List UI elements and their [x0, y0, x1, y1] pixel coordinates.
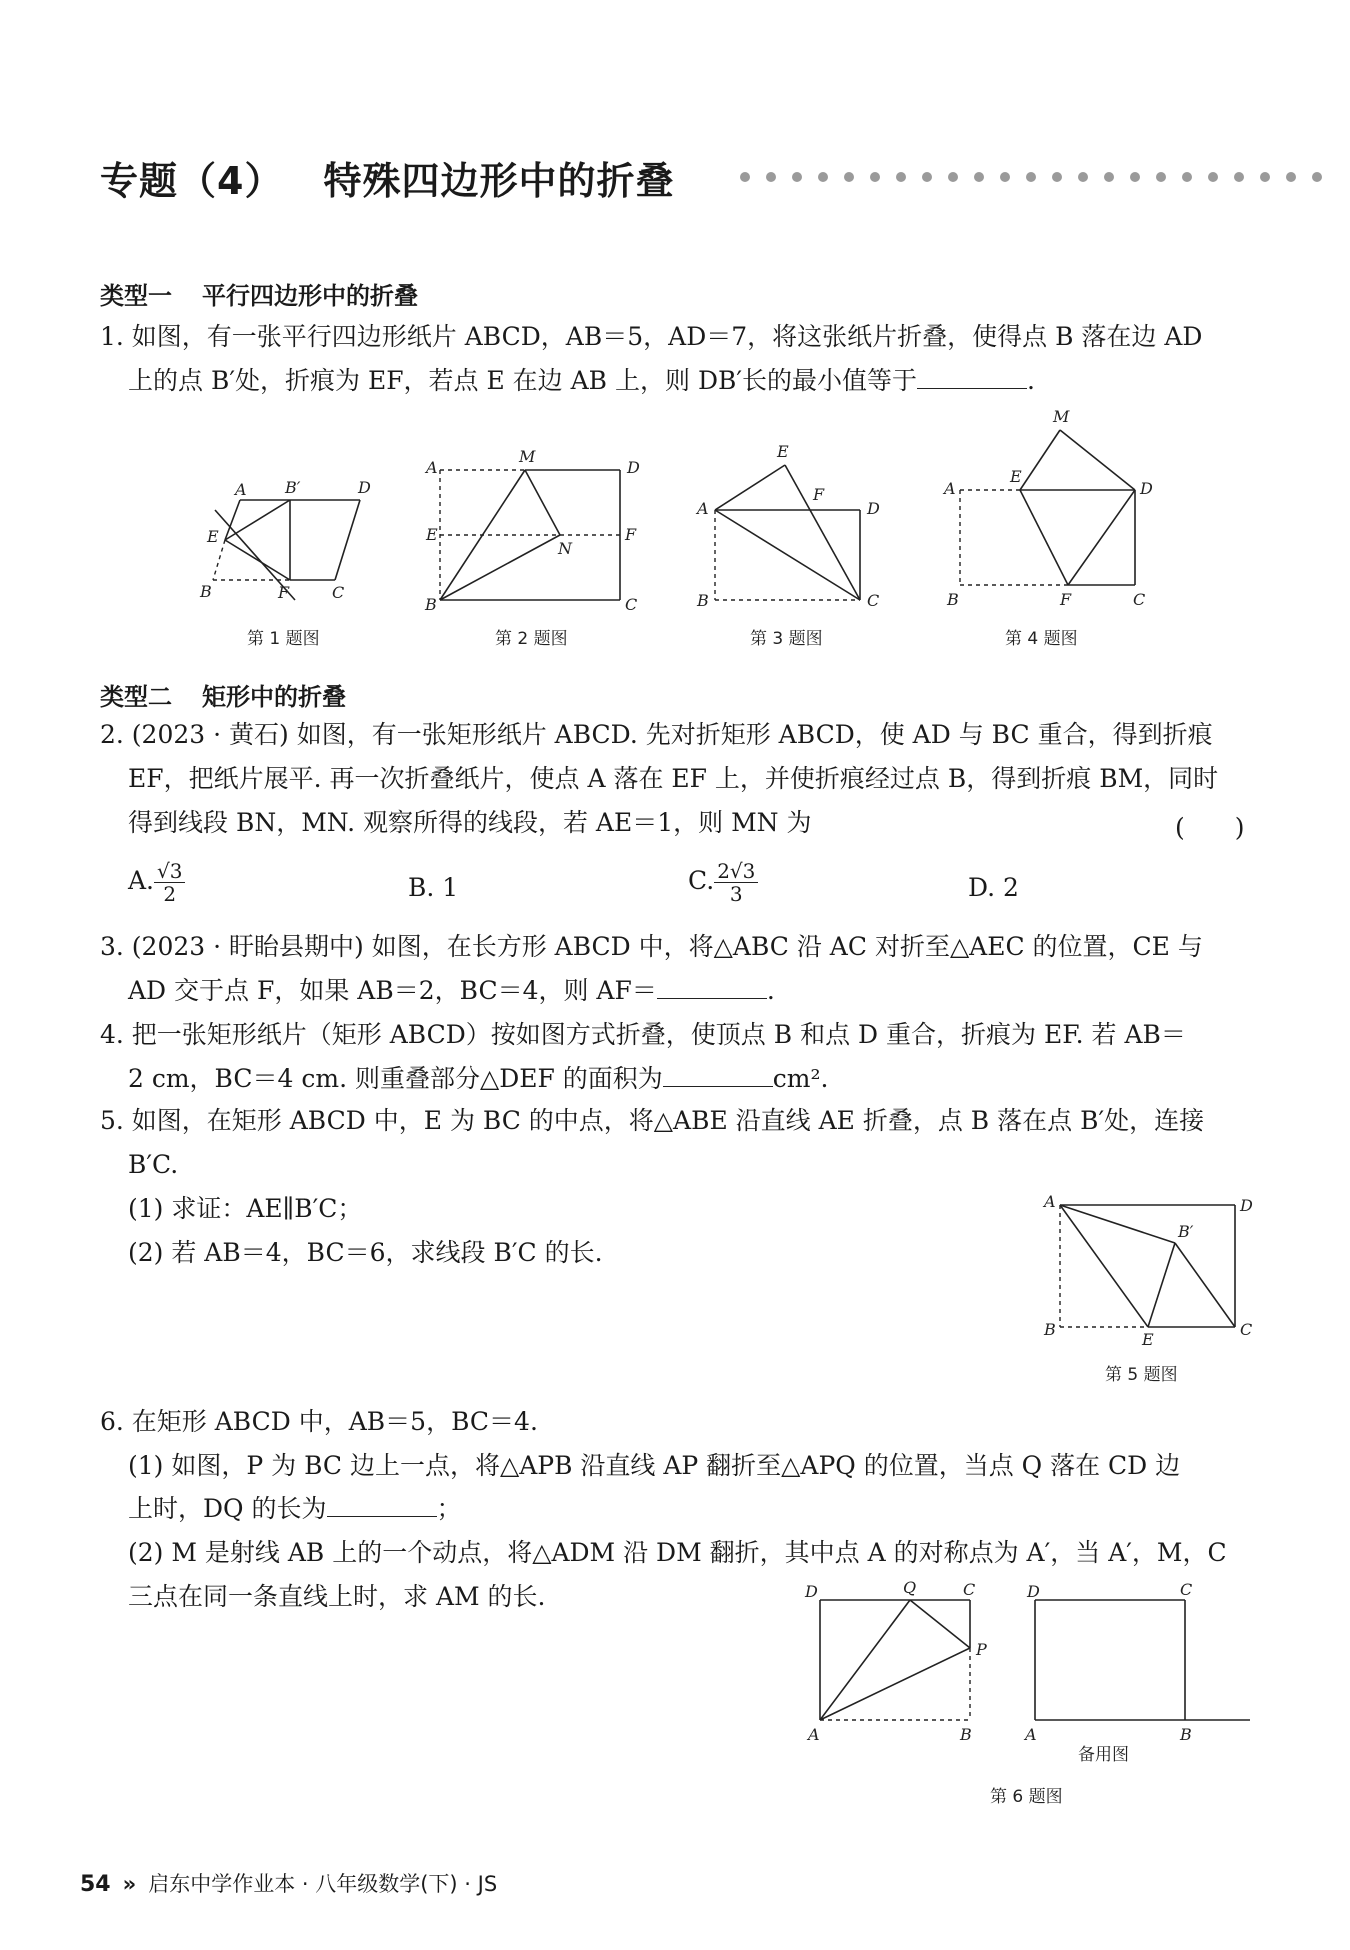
fig5-label-A: A: [1044, 1192, 1056, 1211]
fig2-label-M: M: [519, 447, 536, 466]
q6-line1: 6. 在矩形 ABCD 中，AB＝5，BC＝4.: [100, 1407, 538, 1436]
q6-line3-text: 上时，DQ 的长为: [128, 1494, 327, 1523]
q3-line2-text: AD 交于点 F，如果 AB＝2，BC＝4，则 AF＝: [128, 976, 657, 1005]
fig2-label-N: N: [558, 539, 572, 558]
title-topic: 特殊四边形中的折叠: [323, 159, 675, 203]
page-number: 54: [80, 1872, 111, 1897]
fig6-label-B: B: [960, 1725, 972, 1744]
page-footer: [80, 1868, 497, 1898]
fig1-label-F: F: [278, 583, 290, 602]
fig5-caption: 第 5 题图: [1105, 1365, 1178, 1385]
fig4-label-B: B: [947, 590, 959, 609]
figure-q1: [195, 415, 395, 655]
q2-option-a[interactable]: [128, 860, 185, 905]
fig6-label-Q: Q: [903, 1578, 917, 1597]
q2-option-d[interactable]: D. 2: [968, 873, 1019, 902]
q1-line2: [128, 366, 1035, 396]
fig6-label-P: P: [976, 1640, 987, 1659]
answer-blank[interactable]: [327, 1494, 437, 1517]
fig2-label-A: A: [426, 458, 438, 477]
q6-line2: (1) 如图，P 为 BC 边上一点，将△APB 沿直线 AP 翻折至△APQ 的位置，当点 Q 落在 CD 边: [128, 1451, 1181, 1480]
fig3-label-F: F: [813, 485, 825, 504]
fig4-label-M: M: [1053, 407, 1070, 426]
fig1-label-Bprime: B′: [285, 478, 301, 497]
answer-blank[interactable]: [663, 1064, 773, 1087]
chevron-right-icon: »: [122, 1872, 137, 1896]
q1-line1: 1. 如图，有一张平行四边形纸片 ABCD，AB＝5，AD＝7，将这张纸片折叠，使得点 B 落在边 AD: [100, 322, 1203, 351]
fig4-label-C: C: [1133, 590, 1146, 609]
book-title: 启东中学作业本 · 八年级数学(下) · JS: [148, 1872, 498, 1896]
figure-q2: [420, 440, 650, 655]
fig6b-label-B: B: [1180, 1725, 1192, 1744]
fraction-denominator: 3: [729, 882, 743, 906]
q5-part1: (1) 求证：AE∥B′C；: [128, 1194, 363, 1223]
fig6b-label-C: C: [1180, 1580, 1193, 1599]
section-label: 类型一: [100, 282, 172, 310]
q4-line2: [128, 1064, 828, 1094]
fig5-label-Bprime: B′: [1178, 1222, 1194, 1241]
fig6b-label-D: D: [1027, 1582, 1040, 1601]
fig3-label-E: E: [777, 442, 789, 461]
q2-line1: 2. (2023 · 黄石) 如图，有一张矩形纸片 ABCD. 先对折矩形 ABCD，使 AD 与 BC 重合，得到折痕: [100, 720, 1213, 749]
q5-line2: B′C.: [128, 1150, 179, 1179]
fig4-label-F: F: [1060, 590, 1072, 609]
q2-line2: EF，把纸片展平. 再一次折叠纸片，使点 A 落在 EF 上，并使折痕经过点 B，得到折痕 BM，同时: [128, 764, 1219, 793]
fig6b-label-A: A: [1025, 1725, 1037, 1744]
fig5-label-E: E: [1142, 1330, 1154, 1349]
figure-q6: [795, 1575, 1255, 1815]
answer-blank[interactable]: [657, 976, 767, 999]
q4-line1: 4. 把一张矩形纸片（矩形 ABCD）按如图方式折叠，使顶点 B 和点 D 重合，折痕为 EF. 若 AB＝: [100, 1020, 1186, 1049]
figure-q4: [940, 405, 1170, 655]
q5-line1: 5. 如图，在矩形 ABCD 中，E 为 BC 的中点，将△ABE 沿直线 AE 折叠，点 B 落在点 B′处，连接: [100, 1106, 1205, 1135]
fig2-label-D: D: [627, 458, 640, 477]
section-heading-type1: [100, 276, 418, 311]
fig2-label-E: E: [426, 525, 438, 544]
fraction-denominator: 2: [163, 882, 177, 906]
fraction: [154, 860, 185, 905]
section-title: 矩形中的折叠: [202, 683, 346, 711]
q6-line3-end: ；: [436, 1494, 462, 1523]
fig2-label-C: C: [625, 595, 638, 614]
title-main: 专题（4）: [100, 159, 284, 203]
q2-option-c[interactable]: [688, 860, 758, 905]
q2-answer-paren[interactable]: ( ): [1175, 813, 1245, 842]
fig6-label-A: A: [808, 1725, 820, 1744]
option-label: C.: [688, 866, 715, 895]
q3-line1: 3. (2023 · 盱眙县期中) 如图，在长方形 ABCD 中，将△ABC 沿 AC 对折至△AEC 的位置，CE 与: [100, 932, 1203, 961]
figure-q5: [1030, 1185, 1260, 1395]
q1-line2-text: 上的点 B′处，折痕为 EF，若点 E 在边 AB 上，则 DB′长的最小值等于: [128, 366, 918, 395]
title-dots-decoration: [738, 170, 1338, 184]
option-label: A.: [128, 866, 155, 895]
page-title: [100, 150, 674, 205]
fraction-numerator: 2√3: [714, 860, 758, 883]
fig6-caption: 第 6 题图: [990, 1787, 1063, 1807]
q6-line5: 三点在同一条直线上时，求 AM 的长.: [128, 1582, 546, 1611]
fraction-numerator: √3: [154, 860, 185, 883]
q4-end: cm².: [772, 1064, 829, 1093]
q6-line3: [128, 1494, 462, 1524]
fig2-label-F: F: [625, 525, 637, 544]
fig6-label-C: C: [963, 1580, 976, 1599]
q3-end: .: [766, 976, 775, 1005]
fig5-label-B: B: [1044, 1320, 1056, 1339]
q2-line3: 得到线段 BN，MN. 观察所得的线段，若 AE＝1，则 MN 为: [128, 808, 812, 837]
q6-line4: (2) M 是射线 AB 上的一个动点，将△ADM 沿 DM 翻折，其中点 A 的对称点为 A′，当 A′，M，C: [128, 1538, 1227, 1567]
fig1-label-E: E: [207, 527, 219, 546]
fig6-label-D: D: [805, 1582, 818, 1601]
fig3-label-B: B: [697, 591, 709, 610]
fig1-label-B: B: [200, 582, 212, 601]
fig1-caption: 第 1 题图: [247, 629, 320, 649]
section-label: 类型二: [100, 683, 172, 711]
fig4-caption: 第 4 题图: [1005, 629, 1078, 649]
fig3-caption: 第 3 题图: [750, 629, 823, 649]
fig2-label-B: B: [425, 595, 437, 614]
figure-q3: [685, 440, 915, 655]
fig5-label-C: C: [1240, 1320, 1253, 1339]
fig3-label-D: D: [867, 499, 880, 518]
fig1-label-D: D: [358, 478, 371, 497]
q4-line2-text: 2 cm，BC＝4 cm. 则重叠部分△DEF 的面积为: [128, 1064, 663, 1093]
backup-figure-caption: 备用图: [1078, 1745, 1129, 1765]
fig3-label-A: A: [697, 499, 709, 518]
fraction: [714, 860, 758, 905]
fig1-label-A: A: [235, 480, 247, 499]
fig4-label-A: A: [944, 479, 956, 498]
fig1-label-C: C: [332, 583, 345, 602]
fig3-label-C: C: [867, 591, 880, 610]
q5-part2: (2) 若 AB＝4，BC＝6，求线段 B′C 的长.: [128, 1238, 603, 1267]
section-title: 平行四边形中的折叠: [202, 282, 418, 310]
q1-end: .: [1027, 366, 1035, 395]
fig4-label-D: D: [1140, 479, 1153, 498]
q3-line2: [128, 976, 775, 1006]
q2-option-b[interactable]: B. 1: [408, 873, 459, 902]
fig5-label-D: D: [1240, 1196, 1253, 1215]
section-heading-type2: [100, 677, 346, 712]
fig4-label-E: E: [1010, 467, 1022, 486]
fig2-caption: 第 2 题图: [495, 629, 568, 649]
answer-blank[interactable]: [917, 366, 1027, 389]
